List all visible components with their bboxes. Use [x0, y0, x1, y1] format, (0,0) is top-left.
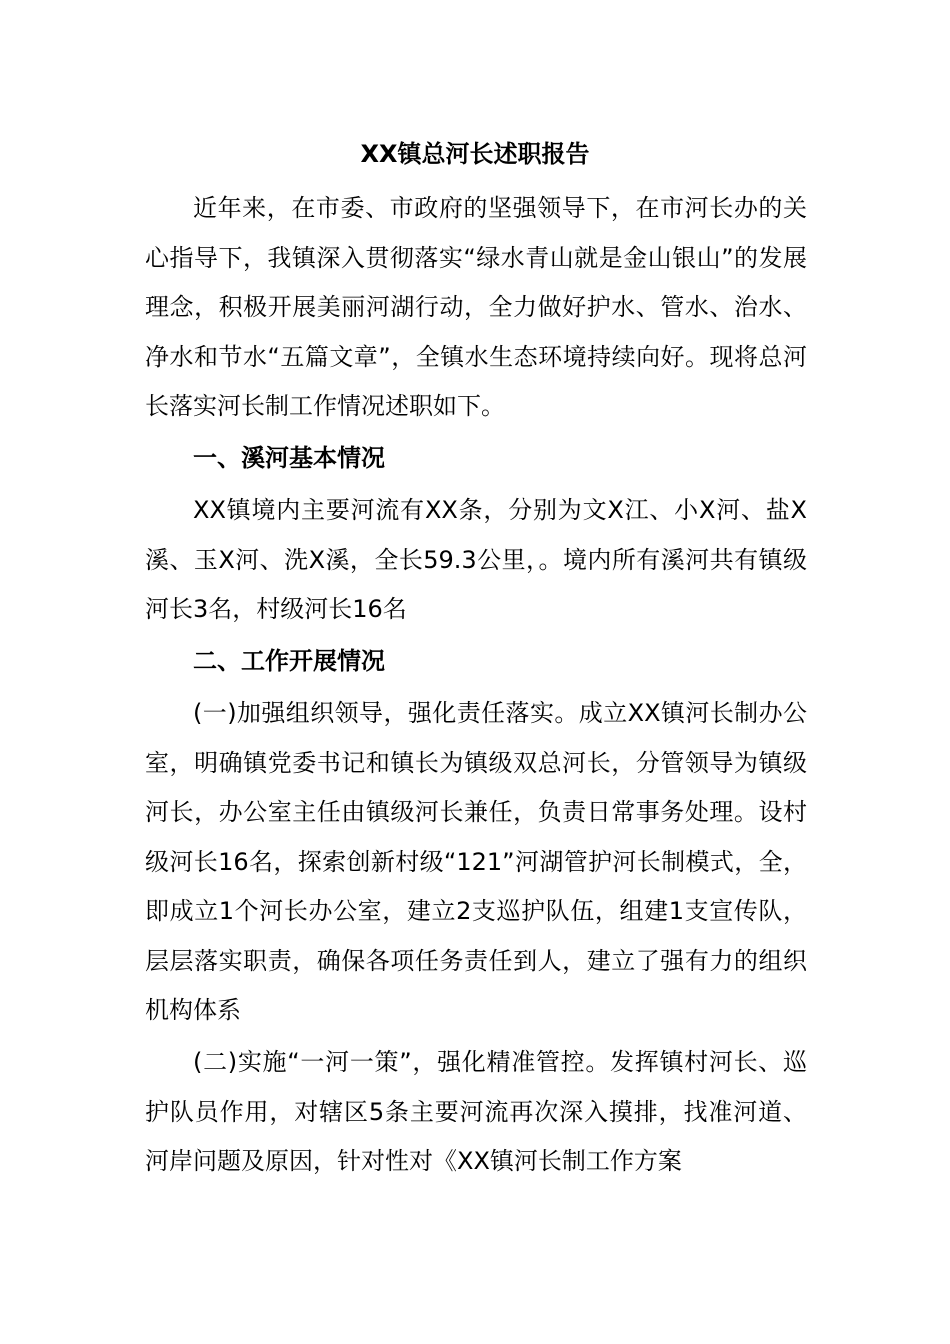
section-1-heading: 一、溪河基本情况 [193, 444, 385, 472]
section-2-heading: 二、工作开展情况 [193, 647, 385, 675]
section-1-paragraph: XX镇境内主要河流有XX条，分别为文X江、小X河、盐X溪、玉X河、洗X溪，全长59.3公里，。境内所有溪河共有镇级河长3名，村级河长16名 [145, 496, 807, 623]
intro-paragraph: 近年来，在市委、市政府的坚强领导下，在市河长办的关心指导下，我镇深入贯彻落实“绿水青山就是金山银山”的发展理念，积极开展美丽河湖行动，全力做好护水、管水、治水、净水和节水“五篇文章”，全镇水生态环境持续向好。现将总河长落实河长制工作情况述职如下。 [145, 194, 807, 420]
document-body [145, 184, 807, 1189]
section-2-item-2-paragraph: (二)实施“一河一策”，强化精准管控。发挥镇村河长、巡护队员作用，对辖区5条主要河流再次深入摸排，找准河道、河岸问题及原因，针对性对《XX镇河长制工作方案 [145, 1048, 807, 1175]
document-title: XX镇总河长述职报告 [360, 140, 590, 168]
section-2-item-1-paragraph: (一)加强组织领导，强化责任落实。成立XX镇河长制办公室，明确镇党委书记和镇长为镇级双总河长，分管领导为镇级河长，办公室主任由镇级河长兼任，负责日常事务处理。设村级河长16名，探索创新村级“121”河湖管护河长制模式，全，即成立1个河长办公室，建立2支巡护队伍，组建1支宣传队，层层落实职责，确保各项任务责任到人，建立了强有力的组织机构体系 [145, 699, 807, 1024]
